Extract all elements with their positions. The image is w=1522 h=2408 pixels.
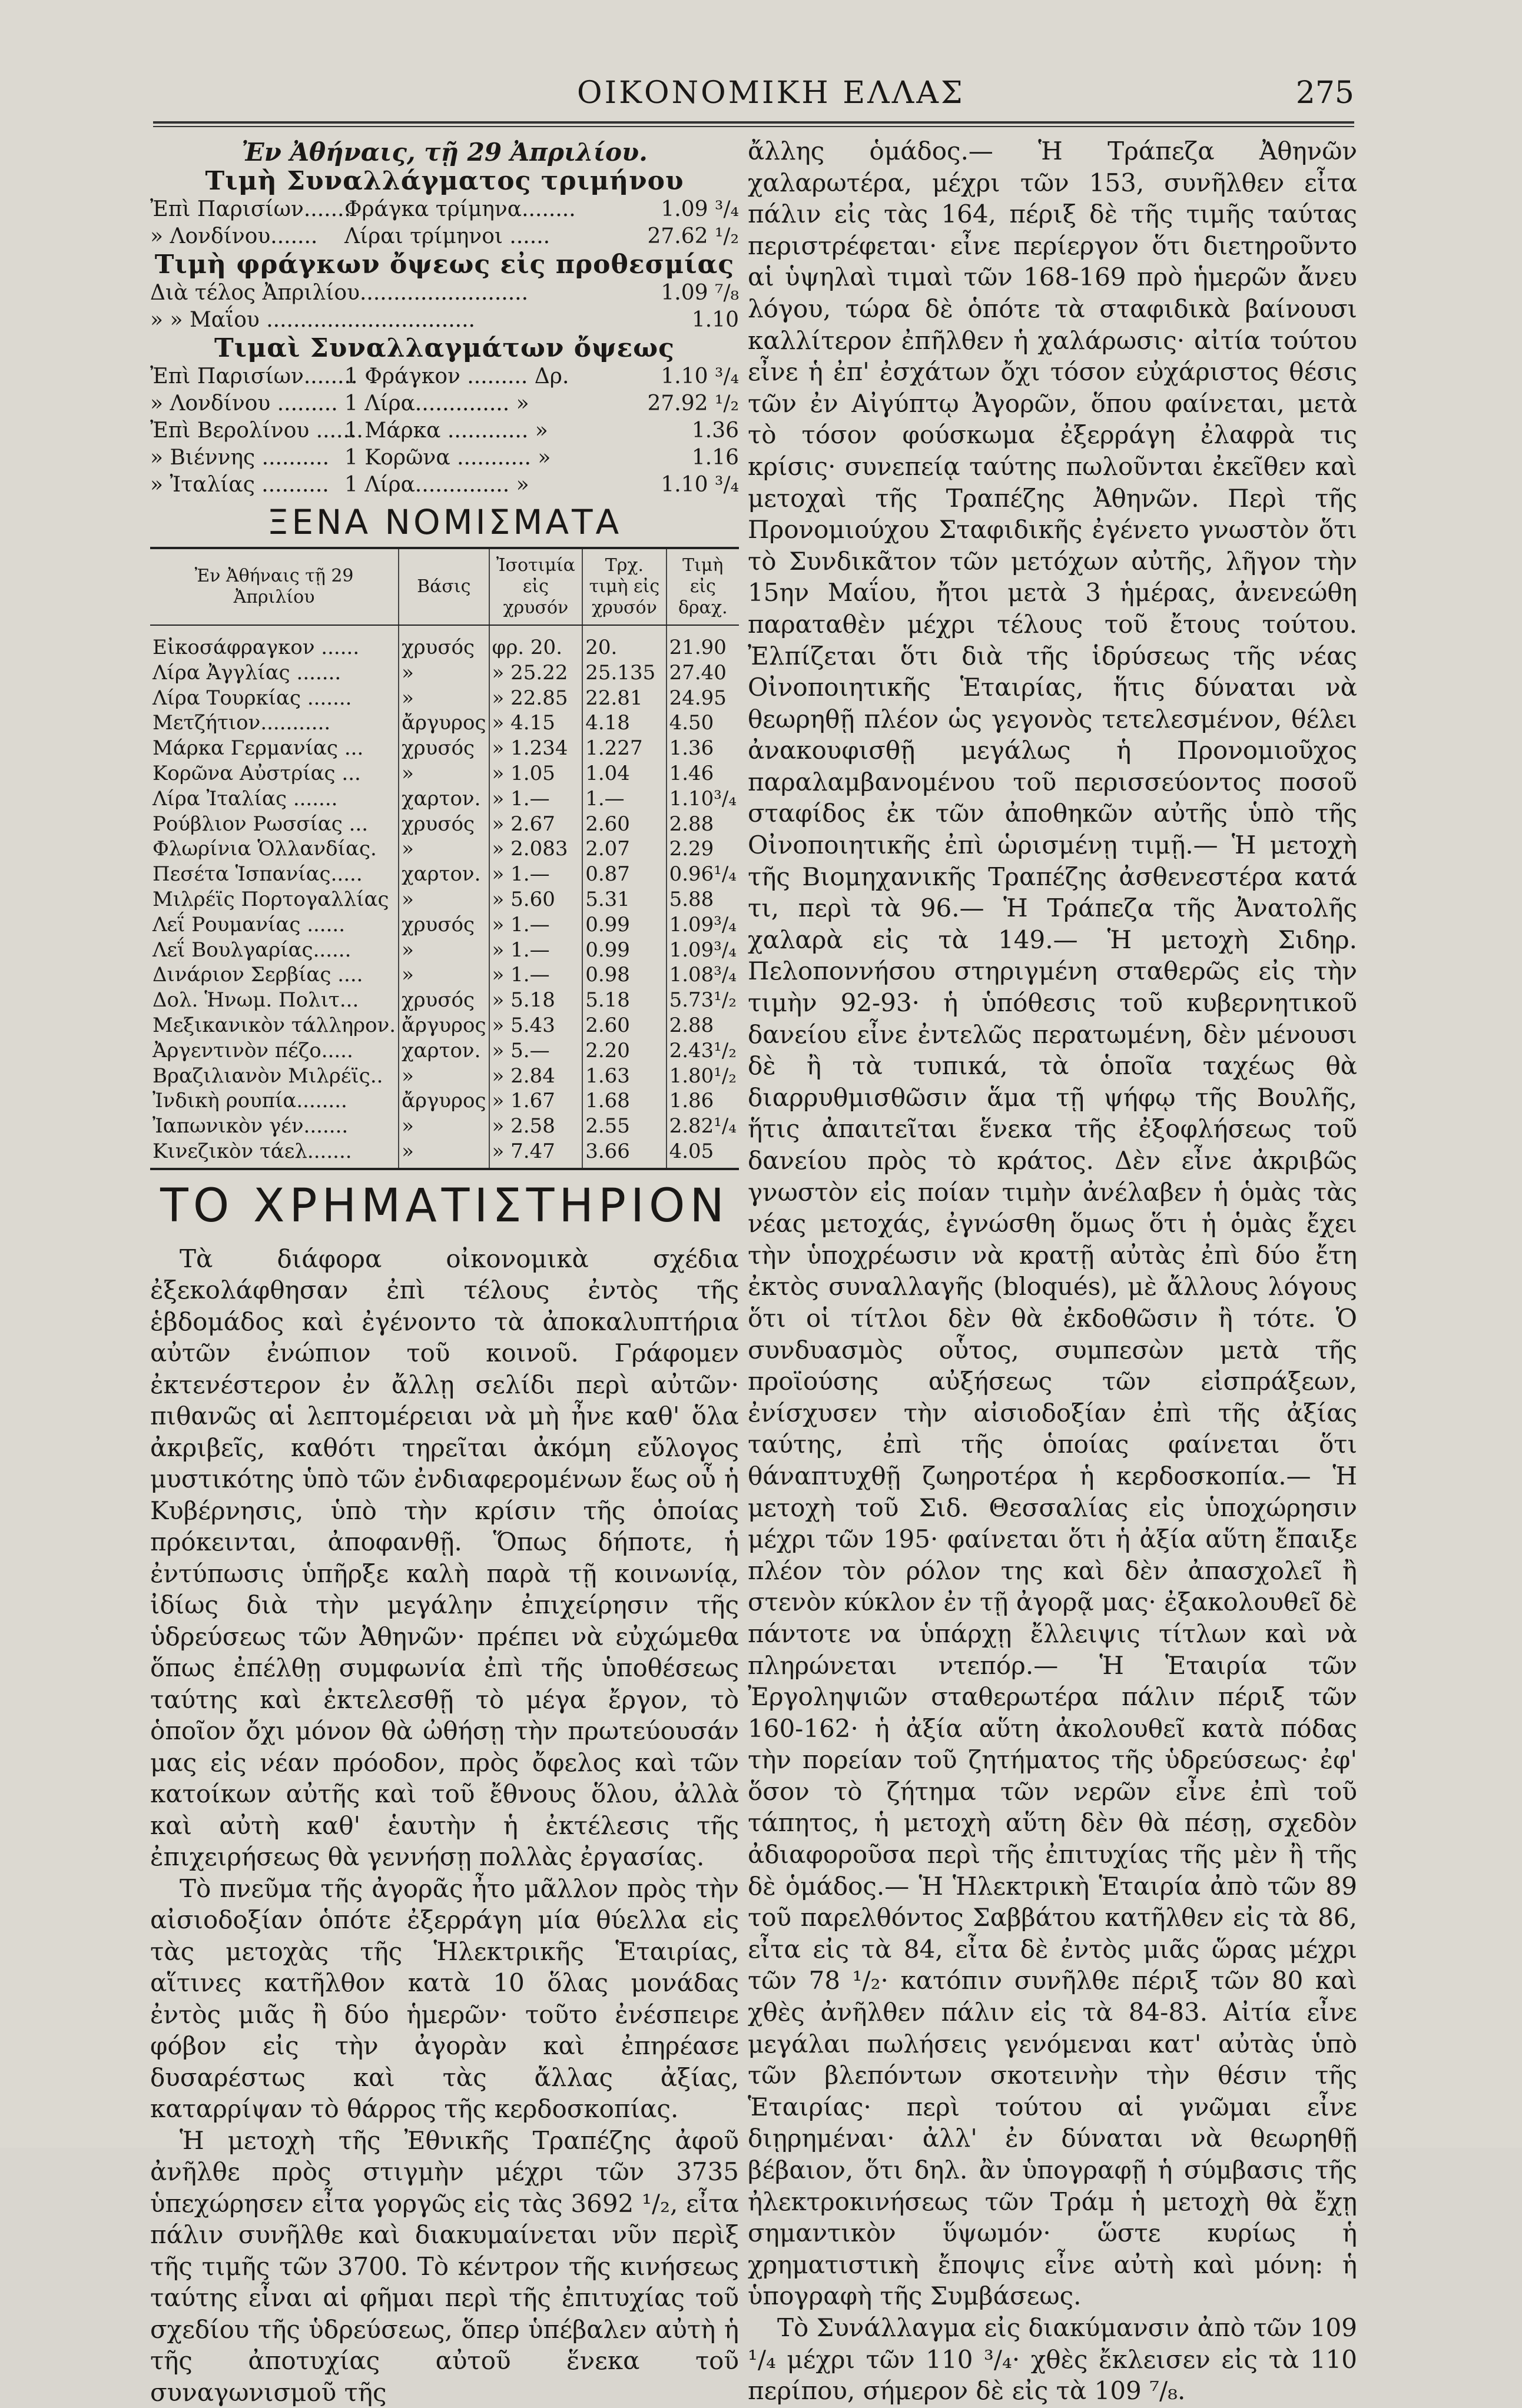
table-row (150, 812, 739, 837)
table-row (150, 1139, 739, 1169)
table-cell: χρυσός (399, 812, 489, 837)
table-cell: » 2.083 (489, 836, 583, 862)
table-row (150, 1114, 739, 1139)
table-cell: 4.18 (582, 710, 666, 736)
table-row (150, 1064, 739, 1089)
table-cell: » 22.85 (489, 686, 583, 711)
table-cell: Βραζιλιανὸν Μιλρέϊς.. (152, 1064, 383, 1088)
table-cell: Λίρα Ἰταλίας ....... (152, 786, 338, 811)
rate-place: Ἐπὶ Παρισίων....... (150, 197, 351, 221)
table-cell: » 1.— (489, 962, 583, 988)
rate-row (150, 444, 739, 471)
table-row (150, 736, 739, 761)
article-title: ΤΟ ΧΡΗΜΑΤΙΣΤΗΡΙΟΝ (160, 1179, 729, 1233)
table-cell: ἄργυρος (399, 710, 489, 736)
table-row (150, 836, 739, 862)
table-cell: » 5.18 (489, 988, 583, 1013)
rate-place: Ἐπὶ Βερολίνου ....... (150, 419, 363, 443)
article-paragraph: Τὸ πνεῦμα τῆς ἀγορᾶς ἦτο μᾶλλον πρὸς τὴν αἰσιοδοξίαν ὁπότε ἐξερράγη μία θύελλα εἰς τὰς μετοχὰς τῆς Ἡλεκτρικῆς Ἑταιρίας, αἵτινες κατῆλθον κατὰ 10 ὅλας μονάδας ἐντὸς μιᾶς ἢ δύο ἡμερῶν· τοῦτο ἐνέσπειρε φόβον εἰς τὴν ἀγορὰν καὶ ἐπηρέασε δυσαρέστως καὶ τὰς ἄλλας ἀξίας, καταρρίψαν τὸ θάρρος τῆς κερδοσκοπίας. (150, 1874, 739, 2124)
table-cell: 2.60 (582, 812, 666, 837)
table-cell: 0.96¹/₄ (667, 862, 739, 887)
table-cell: » 7.47 (489, 1139, 583, 1169)
table-cell: » 5.60 (489, 887, 583, 912)
header-cell: Ἰσοτιμία εἰς χρυσόν (489, 548, 583, 625)
table-cell: 1.227 (582, 736, 666, 761)
table-cell: Φλωρίνια Ὁλλανδίας. (152, 837, 377, 861)
table-row (150, 962, 739, 988)
table-cell: » (399, 1139, 489, 1169)
rate-unit: Φράγκα τρίμηνα........ (344, 197, 576, 221)
table-cell: Δολ. Ἡνωμ. Πολιτ... (152, 988, 359, 1012)
table-cell: Εἰκοσάφραγκον ...... (152, 636, 360, 659)
article-paragraph: Ἡ μετοχὴ τῆς Ἐθνικῆς Τραπέζης ἀφοῦ ἀνῆλθε πρὸς στιγμὴν μέχρι τῶν 3735 ὑπεχώρησεν εἶτα γοργῶς εἰς τὰς 3692 ¹/₂, εἶτα πάλιν συνῆλθε καὶ διακυμαίνεται νῦν περὶξ τῆς τιμῆς τῶν 3700. Τὸ κέντρον τῆς κινήσεως ταύτης εἶναι αἱ φῆμαι περὶ τῆς ἐπιτυχίας τοῦ σχεδίου τῆς ὑδρεύσεως, ὅπερ ὑπέβαλεν αὐτὴ ἡ τῆς ἀποτυχίας αὐτοῦ ἕνεκα τοῦ συναγωνισμοῦ τῆς (150, 2125, 739, 2407)
rate-place: » Λονδίνου ......... (150, 391, 338, 416)
table-cell: 5.31 (582, 887, 666, 912)
table-cell: » (399, 1064, 489, 1089)
table-cell: 2.88 (667, 812, 739, 837)
rates-date-line: Ἐν Ἀθήναις, τῇ 29 Ἀπριλίου. (241, 138, 648, 167)
rate-row (150, 363, 739, 390)
rate-place: Διὰ τέλος Ἀπριλίου......................... (150, 281, 529, 305)
table-cell: Λεΐ Βουλγαρίας...... (152, 938, 352, 962)
table-row (150, 1013, 739, 1038)
table-header-row (150, 548, 739, 625)
right-column (748, 135, 1357, 2407)
rate-row (150, 196, 739, 223)
running-header (153, 75, 1354, 122)
table-cell: 0.99 (582, 912, 666, 938)
table-cell: Μεξικανικὸν τάλληρον. (152, 1013, 396, 1037)
table-cell: Μάρκα Γερμανίας ... (152, 736, 364, 760)
journal-title: ΟΙΚΟΝΟΜΙΚΗ ΕΛΛΑΣ (577, 75, 965, 111)
table-row (150, 1088, 739, 1114)
table-cell: 4.05 (667, 1139, 739, 1169)
rate-value: 1.09 ⁷/₈ (661, 281, 739, 305)
table-cell: 22.81 (582, 686, 666, 711)
table-cell: χρυσός (399, 736, 489, 761)
table-cell: 20. (582, 625, 666, 660)
rate-row (150, 471, 739, 499)
rate-value: 1.10 ³/₄ (661, 473, 739, 497)
rate-row (150, 307, 739, 334)
table-cell: » 2.58 (489, 1114, 583, 1139)
table-cell: Μετζήτιον........... (152, 711, 331, 735)
table-cell: 5.18 (582, 988, 666, 1013)
table-cell: 1.09³/₄ (667, 938, 739, 963)
rate-row (150, 390, 739, 417)
rate-value: 1.10 (691, 308, 739, 332)
table-cell: Ἀργεντινὸν πέζο..... (152, 1038, 353, 1062)
table-cell: 3.66 (582, 1139, 666, 1169)
table-cell: » (399, 686, 489, 711)
table-row (150, 761, 739, 786)
header-cell: Τιμὴ εἰς δραχ. (667, 548, 739, 625)
table-cell: 1.36 (667, 736, 739, 761)
article-paragraph: Τὰ διάφορα οἰκονομικὰ σχέδια ἐξεκολάφθησαν ἐπὶ τέλους ἐντὸς τῆς ἑβδομάδος καὶ ἐγένοντο τὰ ἀποκαλυπτήρια αὐτῶν ἐνώπιον τοῦ κοινοῦ. Γράφομεν ἐκτενέστερον ἐν ἄλλῃ σελίδι περὶ αὐτῶν· πιθανῶς αἱ λεπτομέρειαι νὰ μὴ ἦνε καθ' ὅλα ἀκριβεῖς, καθότι τηρεῖται ἀκόμη εὔλογος μυστικότης ὑπὸ τῶν ἐνδιαφερομένων ἕως οὗ ἡ Κυβέρνησις, ὑπὸ τὴν κρίσιν τῆς ὁποίας πρόκεινται, ἀποφανθῇ. Ὅπως δήποτε, ἡ ἐντύπωσις ὑπῆρξε καλὴ παρὰ τῇ κοινωνίᾳ, ἰδίως διὰ τὴν μεγάλην ἐπιχείρησιν τῆς ὑδρεύσεως τῶν Ἀθηνῶν· πρέπει νὰ εὐχώμεθα ὅπως ἐπέλθῃ συμφωνία ἐπὶ τῆς ὑποθέσεως ταύτης καὶ ἐκτελεσθῇ τὸ μέγα ἔργον, τὸ ὁποῖον ὄχι μόνον θὰ ὠθήσῃ τὴν πρωτεύουσάν μας εἰς νέαν πρόοδον, πρὸς ὄφελος καὶ τῶν κατοίκων αὐτῆς καὶ τοῦ ἔθνους ὅλου, ἀλλὰ καὶ αὐτὴ καθ' ἑαυτὴν ἡ ἐκτέλεσις τῆς ἐπιχειρήσεως θὰ γεννήσῃ πολλὰς ἐργασίας. (150, 1244, 739, 1872)
table-cell: 2.29 (667, 836, 739, 862)
rate-unit: 1 Λίρα.............. » (344, 391, 529, 416)
table-cell: 2.88 (667, 1013, 739, 1038)
rate-unit: 1 Φράγκον ......... Δρ. (344, 364, 569, 388)
table-cell: 0.99 (582, 938, 666, 963)
table-cell: » 1.— (489, 862, 583, 887)
rate-row (150, 417, 739, 444)
table-row (150, 912, 739, 938)
table-cell: 1.86 (667, 1088, 739, 1114)
table-cell: » (399, 962, 489, 988)
table-cell: 1.08³/₄ (667, 962, 739, 988)
rate-value: 27.92 ¹/₂ (647, 391, 739, 416)
table-cell: 1.80¹/₂ (667, 1064, 739, 1089)
table-cell: 1.68 (582, 1088, 666, 1114)
section1-title: Τιμὴ Συναλλάγματος τριμήνου (205, 166, 684, 196)
rate-place: » Βιέννης .......... (150, 446, 330, 470)
rate-row (150, 280, 739, 307)
table-cell: χρυσός (399, 912, 489, 938)
table-row (150, 1038, 739, 1064)
table-cell: 2.07 (582, 836, 666, 862)
table-cell: Δινάριον Σερβίας .... (152, 963, 363, 987)
table-cell: 25.135 (582, 660, 666, 686)
table-cell: 1.63 (582, 1064, 666, 1089)
table-cell: 2.82¹/₄ (667, 1114, 739, 1139)
rate-value: 1.36 (691, 419, 739, 443)
section1-rows (150, 196, 739, 250)
table-cell: Πεσέτα Ἱσπανίας..... (152, 862, 363, 886)
table-cell: 21.90 (667, 625, 739, 660)
section2-title: Τιμὴ φράγκων ὄψεως εἰς προθεσμίας (154, 250, 735, 280)
rate-value: 1.16 (691, 446, 739, 470)
header-cell: Ἐν Ἀθήναις τῇ 29 Ἀπριλίου (150, 548, 399, 625)
header-cell: Τρχ. τιμὴ εἰς χρυσόν (582, 548, 666, 625)
foreign-coins-table (150, 547, 739, 1170)
table-cell: χαρτον. (399, 786, 489, 812)
table-cell: χαρτον. (399, 1038, 489, 1064)
table-cell: » 1.05 (489, 761, 583, 786)
rate-value: 1.09 ³/₄ (661, 197, 739, 221)
table-cell: 2.20 (582, 1038, 666, 1064)
table-cell: » 2.84 (489, 1064, 583, 1089)
section3-rows (150, 363, 739, 499)
table-cell: » (399, 836, 489, 862)
rate-place: Ἐπὶ Παρισίων........ (150, 364, 358, 388)
table-cell: 24.95 (667, 686, 739, 711)
table-cell: 4.50 (667, 710, 739, 736)
article-right-text (748, 135, 1357, 2407)
table-cell: Κινεζικὸν τάελ....... (150, 1139, 399, 1169)
table-cell: » 1.— (489, 938, 583, 963)
table-row (150, 710, 739, 736)
left-column (150, 138, 739, 2408)
rate-unit (344, 307, 645, 334)
table-cell: 1.46 (667, 761, 739, 786)
section3-title: Τιμαὶ Συναλλαγμάτων ὄψεως (214, 333, 675, 363)
table-cell: 1.10³/₄ (667, 786, 739, 812)
table-cell: » (399, 660, 489, 686)
table-row (150, 786, 739, 812)
table-cell: 2.55 (582, 1114, 666, 1139)
table-cell: φρ. 20. (489, 625, 583, 660)
table-row (150, 686, 739, 711)
table-cell: » (399, 938, 489, 963)
table-cell: 5.88 (667, 887, 739, 912)
table-cell: 2.43¹/₂ (667, 1038, 739, 1064)
table-cell: » 1.— (489, 912, 583, 938)
section2-rows (150, 280, 739, 334)
table-cell: Λίρα Τουρκίας ....... (152, 686, 352, 710)
table-row (150, 862, 739, 887)
article-left-text (150, 1243, 739, 2408)
rate-unit: 1 Μάρκα ............ » (344, 419, 548, 443)
rate-place: » Ἰταλίας .......... (150, 473, 329, 497)
table-cell: 2.60 (582, 1013, 666, 1038)
rate-unit: 1 Κορῶνα ........... » (344, 446, 551, 470)
rate-row (150, 223, 739, 250)
table-cell: » 1.67 (489, 1088, 583, 1114)
article-paragraph: Τὸ Συνάλλαγμα εἰς διακύμανσιν ἀπὸ τῶν 109 ¹/₄ μέχρι τῶν 110 ³/₄· χθὲς ἔκλεισεν εἰς τὰ 110 περίπου, σήμερον δὲ εἰς τὰ 109 ⁷/₈. (748, 2313, 1357, 2406)
table-cell: χρυσός (399, 625, 489, 660)
table-row (150, 660, 739, 686)
header-rule-thin (153, 126, 1354, 127)
table-cell: » 5.— (489, 1038, 583, 1064)
rate-value: 1.10 ³/₄ (661, 364, 739, 388)
header-rule (153, 121, 1354, 124)
article-paragraph: ἄλλης ὁμάδος.— Ἡ Τράπεζα Ἀθηνῶν χαλαρωτέρα, μέχρι τῶν 153, συνῆλθεν εἶτα πάλιν εἰς τὰς 164, πέριξ δὲ τῆς τιμῆς ταύτας περιστρέφεται· εἶνε περίεργον ὅτι διετηροῦντο αἱ ὑψηλαὶ τιμαὶ τῶν 168-169 πρὸ ἡμερῶν ἄνευ λόγου, τώρα δὲ ὁπότε τὰ σταφιδικὰ βαίνουσι καλλίτερον ἐπῆλθεν ἡ χαλάρωσις· αἰτία τούτου εἶνε ἡ ἐπ' ἐσχάτων ὄχι τόσον εὐχάριστος θέσις τῶν ἐν Αἰγύπτῳ Ἀγορῶν, ὅπου φαίνεται, μετὰ τὸ τόσον φούσκωμα ἐξερράγη ἐλαφρὰ τις κρίσις· συνεπείᾳ ταύτης πωλοῦνται ἐκεῖθεν καὶ μετοχαὶ τῆς Τραπέζης Ἀθηνῶν. Περὶ τῆς Προνομιούχου Σταφιδικῆς ἐγένετο γνωστὸν ὅτι τὸ Συνδικᾶτον τῶν μετόχων αὐτῆς, λῆγον τὴν 15ην Μαΐου, ἤτοι μετὰ 3 ἡμέρας, ἀνενεώθη παραταθὲν μέχρι τέλους τοῦ ἔτους τούτου. Ἐλπίζεται ὅτι διὰ τῆς ἱδρύσεως τῆς νέας Οἰνοποιητικῆς Ἑταιρίας, ἥτις δύναται νὰ θεωρηθῇ πλέον ὡς γεγονὸς τετελεσμένον, θέλει ἀνακουφισθῇ μεγάλως ἡ Προνομιοῦχος παραλαμβανομένου τοῦ περισσεύοντος ποσοῦ σταφίδος ἐκ τῶν ἀποθηκῶν αὐτῆς ὑπὸ τῆς Οἰνοποιητικῆς ἐπὶ ὡρισμένῃ τιμῇ.— Ἡ μετοχὴ τῆς Βιομηχανικῆς Τραπέζης ἀσθενεστέρα κατά τι, περὶ τὰ 96.— Ἡ Τράπεζα τῆς Ἀνατολῆς χαλαρὰ εἰς τὰ 149.— Ἡ μετοχὴ Σιδηρ. Πελοποννήσου στηριγμένη σταθερῶς εἰς τὴν τιμὴν 92-93· ἡ ὑπόθεσις τοῦ κυβερνητικοῦ δανείου εἶνε ἐντελῶς περατωμένη, δὲν μένουσι δὲ ἢ τὰ τυπικά, τὰ ὁποῖα ταχέως θὰ διαρρυθμισθῶσιν ἅμα τῇ ψήφῳ τῆς Βουλῆς, ἥτις ἀπαιτεῖται ἕνεκα τῆς ἐξοφλήσεως τοῦ δανείου πρὸς τὸ κράτος. Δὲν εἶνε ἀκριβῶς γνωστὸν εἰς ποίαν τιμὴν ἀνέλαβεν ἡ ὁμὰς τὰς νέας μετοχάς, ἐγνώσθη ὅμως ὅτι ἡ ὁμὰς ἔχει τὴν ὑποχρέωσιν νὰ κρατῇ αὐτὰς ἐπὶ δύο ἔτη ἐκτὸς συναλλαγῆς (bloqués), μὲ ἄλλους λόγους ὅτι οἱ τίτλοι δὲν θὰ ἐκδοθῶσιν ἢ τότε. Ὁ συνδυασμὸς οὗτος, συμπεσὼν μετὰ τῆς προϊούσης αὐξήσεως τῶν εἰσπράξεων, ἐνίσχυσεν τὴν αἰσιοδοξίαν ἐπὶ τῆς ἀξίας ταύτης, ἐπὶ τῆς ὁποίας φαίνεται ὅτι θάναπτυχθῇ ζωηροτέρα ἡ κερδοσκοπία.— Ἡ μετοχὴ τοῦ Σιδ. Θεσσαλίας εἰς ὑποχώρησιν μέχρι τῶν 195· φαίνεται ὅτι ἡ ἀξία αὕτη ἔπαιξε πλέον τὸν ρόλον της καὶ δὲν ἀπασχολεῖ ἢ στενὸν κύκλον ἐν τῇ ἀγορᾷ μας· ἐξακολουθεῖ δὲ πάντοτε να ὑπάρχῃ ἔλλειψις τίτλων καὶ νὰ πληρώνεται ντεπόρ.— Ἡ Ἑταιρία τῶν Ἐργοληψιῶν σταθερωτέρα πάλιν πέριξ τῶν 160-162· ἡ ἀξία αὕτη ἀκολουθεῖ κατὰ πόδας τὴν πορείαν τοῦ ζητήματος τῆς ὑδρεύσεως· ἐφ' ὅσον τὸ ζήτημα τῶν νερῶν εἶνε ἐπὶ τοῦ τάπητος, ἡ μετοχὴ αὕτη δὲν θὰ πέσῃ, σχεδὸν ἀδιαφοροῦσα περὶ τῆς ἐπιτυχίας τῆς μὲν ἢ τῆς δὲ ὁμάδος.— Ἡ Ἡλεκτρικὴ Ἑταιρία ἀπὸ τῶν 89 τοῦ παρελθόντος Σαββάτου κατῆλθεν εἰς τὰ 86, εἶτα εἰς τὰ 84, εἶτα δὲ ἐντὸς μιᾶς ὥρας μέχρι τῶν 78 ¹/₂· κατόπιν συνῆλθε πέριξ τῶν 80 καὶ χθὲς ἀνῆλθεν πάλιν εἰς τὰ 84-83. Αἰτία εἶνε μεγάλαι πωλήσεις γενόμεναι κατ' αὐτὰς ὑπὸ τῶν βλεπόντων σκοτεινὴν τὴν θέσιν τῆς Ἑταιρίας· περὶ τούτου αἱ γνῶμαι εἶνε διῃρημέναι· ἀλλ' ἐν δύναται νὰ θεωρηθῇ βέβαιον, ὅτι δηλ. ἂν ὑπογραφῇ ἡ σύμβασις τῆς ἠλεκτροκινήσεως τῶν Τράμ ἡ μετοχὴ θὰ ἔχῃ σημαντικὸν ὕψωμόν· ὥστε κυρίως ἡ χρηματιστικὴ ἔποψις εἶνε αὐτὴ καὶ μόνη: ἡ ὑπογραφὴ τῆς Συμβάσεως. (748, 137, 1357, 2311)
table-cell: ἄργυρος (399, 1013, 489, 1038)
rate-place: » » Μαΐου ............................... (150, 308, 475, 332)
rate-value: 27.62 ¹/₂ (647, 224, 739, 248)
table-cell: 27.40 (667, 660, 739, 686)
table-cell: Ἰαπωνικὸν γέν....... (152, 1114, 349, 1138)
table-cell: Ἰνδικὴ ρουπία........ (152, 1089, 347, 1113)
table-row (150, 625, 739, 660)
rate-place: » Λονδίνου....... (150, 224, 318, 248)
table-cell: » 1.234 (489, 736, 583, 761)
table-cell: » 4.15 (489, 710, 583, 736)
header-cell: Βάσις (399, 548, 489, 625)
table-row (150, 938, 739, 963)
table-cell: Ρούβλιον Ρωσσίας ... (152, 812, 369, 836)
table-cell: » 25.22 (489, 660, 583, 686)
table-cell: χρυσός (399, 988, 489, 1013)
table-cell: » 2.67 (489, 812, 583, 837)
table-cell: » (399, 761, 489, 786)
table-cell: Μιλρέϊς Πορτογαλλίας (152, 887, 389, 911)
table-row (150, 988, 739, 1013)
rate-unit: 1 Λίρα.............. » (344, 473, 529, 497)
table-cell: 1.— (582, 786, 666, 812)
foreign-coins-title: ΞΕΝΑ ΝΟΜΙΣΜΑΤΑ (267, 502, 622, 542)
table-cell: » 1.— (489, 786, 583, 812)
table-cell: 0.87 (582, 862, 666, 887)
table-row (150, 887, 739, 912)
table-cell: 1.04 (582, 761, 666, 786)
rate-unit (344, 280, 645, 307)
table-cell: χαρτον. (399, 862, 489, 887)
table-cell: ἄργυρος (399, 1088, 489, 1114)
rate-unit: Λίραι τρίμηνοι ...... (344, 224, 551, 248)
table-cell: 1.09³/₄ (667, 912, 739, 938)
table-cell: 0.98 (582, 962, 666, 988)
table-cell: Λεΐ Ρουμανίας ...... (152, 912, 346, 936)
table-cell: » (399, 1114, 489, 1139)
table-cell: 5.73¹/₂ (667, 988, 739, 1013)
table-cell: » 5.43 (489, 1013, 583, 1038)
page-number: 275 (1295, 75, 1354, 111)
table-cell: Κορῶνα Αὐστρίας ... (152, 761, 361, 785)
table-cell: Λίρα Ἀγγλίας ....... (152, 660, 341, 685)
table-cell: » (399, 887, 489, 912)
